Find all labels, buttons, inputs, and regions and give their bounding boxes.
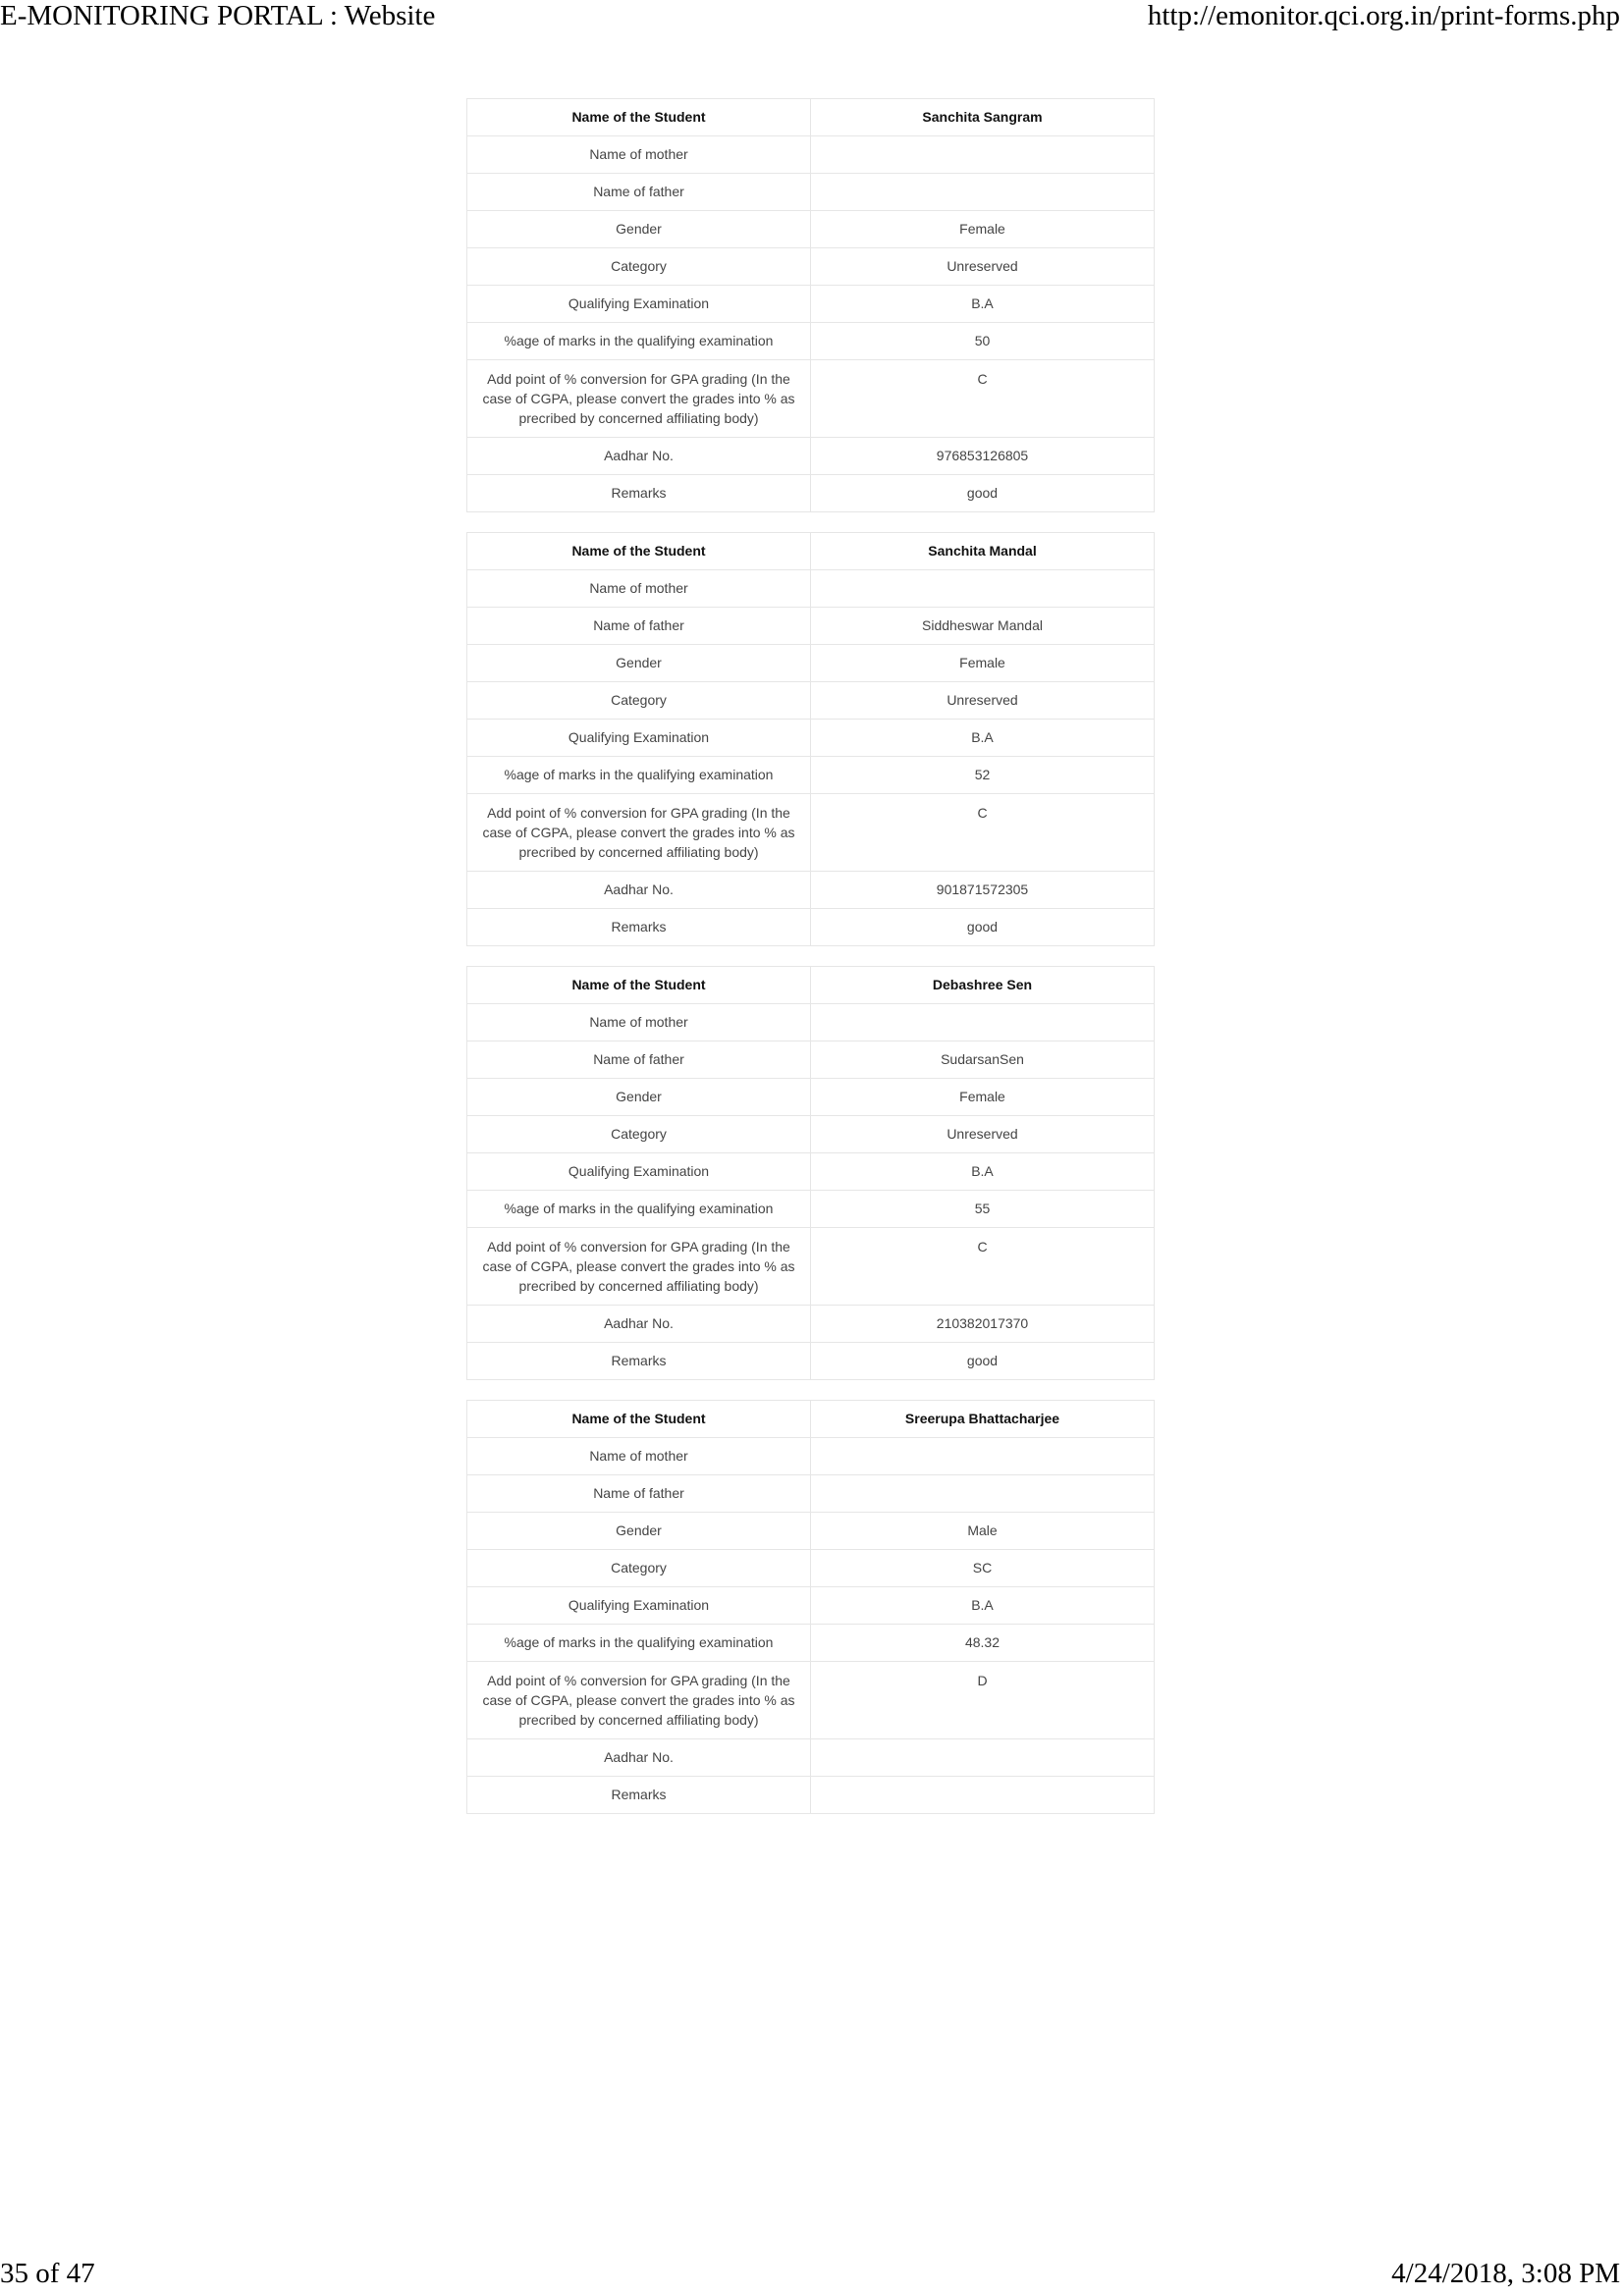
table-row <box>467 286 1155 323</box>
page-url: http://emonitor.qci.org.in/print-forms.php <box>1147 0 1620 31</box>
print-header <box>0 0 1623 35</box>
remarks-value <box>811 1777 1155 1814</box>
gender-value: Female <box>811 211 1155 248</box>
aadhar-value: 901871572305 <box>811 872 1155 909</box>
table-row <box>467 1513 1155 1550</box>
table-row <box>467 608 1155 645</box>
remarks-label: Remarks <box>467 475 811 512</box>
gender-label: Gender <box>467 211 811 248</box>
category-label: Category <box>467 1116 811 1153</box>
table-row <box>467 1438 1155 1475</box>
student-name-label: Name of the Student <box>467 967 811 1004</box>
table-row <box>467 872 1155 909</box>
table-row <box>467 1739 1155 1777</box>
qualifying-exam-label: Qualifying Examination <box>467 720 811 757</box>
qualifying-exam-value: B.A <box>811 1153 1155 1191</box>
remarks-value: good <box>811 475 1155 512</box>
table-row <box>467 136 1155 174</box>
category-value: Unreserved <box>811 682 1155 720</box>
remarks-label: Remarks <box>467 1343 811 1380</box>
print-footer <box>0 2258 1623 2293</box>
mother-label: Name of mother <box>467 570 811 608</box>
table-row <box>467 645 1155 682</box>
page-number: 35 of 47 <box>0 2258 95 2289</box>
marks-value: 55 <box>811 1191 1155 1228</box>
qualifying-exam-label: Qualifying Examination <box>467 1587 811 1625</box>
father-value: Siddheswar Mandal <box>811 608 1155 645</box>
gpa-conversion-value: C <box>811 794 1155 872</box>
qualifying-exam-value: B.A <box>811 286 1155 323</box>
aadhar-label: Aadhar No. <box>467 1306 811 1343</box>
table-row <box>467 967 1155 1004</box>
gender-value: Female <box>811 645 1155 682</box>
table-row <box>467 475 1155 512</box>
qualifying-exam-label: Qualifying Examination <box>467 286 811 323</box>
category-label: Category <box>467 1550 811 1587</box>
table-row <box>467 1475 1155 1513</box>
category-value: SC <box>811 1550 1155 1587</box>
gpa-conversion-value: D <box>811 1662 1155 1739</box>
remarks-value: good <box>811 909 1155 946</box>
marks-label: %age of marks in the qualifying examination <box>467 757 811 794</box>
table-row <box>467 1116 1155 1153</box>
table-row <box>467 682 1155 720</box>
category-label: Category <box>467 682 811 720</box>
student-record-table <box>466 966 1155 1380</box>
print-datetime: 4/24/2018, 3:08 PM <box>1391 2258 1620 2289</box>
table-row <box>467 1306 1155 1343</box>
marks-value: 52 <box>811 757 1155 794</box>
table-row <box>467 1401 1155 1438</box>
table-row <box>467 1777 1155 1814</box>
mother-value <box>811 136 1155 174</box>
table-row <box>467 757 1155 794</box>
marks-label: %age of marks in the qualifying examination <box>467 323 811 360</box>
gender-value: Male <box>811 1513 1155 1550</box>
father-label: Name of father <box>467 1475 811 1513</box>
table-row <box>467 1041 1155 1079</box>
table-row <box>467 1343 1155 1380</box>
table-row <box>467 1587 1155 1625</box>
qualifying-exam-value: B.A <box>811 1587 1155 1625</box>
table-row <box>467 323 1155 360</box>
table-row <box>467 1625 1155 1662</box>
aadhar-label: Aadhar No. <box>467 1739 811 1777</box>
marks-value: 48.32 <box>811 1625 1155 1662</box>
table-row <box>467 248 1155 286</box>
father-label: Name of father <box>467 1041 811 1079</box>
student-record-table <box>466 532 1155 946</box>
table-row <box>467 1153 1155 1191</box>
student-record-table <box>466 98 1155 512</box>
student-name-label: Name of the Student <box>467 533 811 570</box>
remarks-label: Remarks <box>467 909 811 946</box>
table-row <box>467 211 1155 248</box>
marks-label: %age of marks in the qualifying examination <box>467 1625 811 1662</box>
mother-value <box>811 1438 1155 1475</box>
marks-value: 50 <box>811 323 1155 360</box>
aadhar-value <box>811 1739 1155 1777</box>
aadhar-label: Aadhar No. <box>467 438 811 475</box>
father-label: Name of father <box>467 608 811 645</box>
student-name-value: Sanchita Mandal <box>811 533 1155 570</box>
category-value: Unreserved <box>811 248 1155 286</box>
gpa-conversion-label: Add point of % conversion for GPA grading (In the case of CGPA, please convert the grades into % as precribed by concerned affiliating body) <box>467 794 811 872</box>
table-row <box>467 438 1155 475</box>
aadhar-label: Aadhar No. <box>467 872 811 909</box>
table-row <box>467 533 1155 570</box>
table-row <box>467 1662 1155 1739</box>
student-name-value: Debashree Sen <box>811 967 1155 1004</box>
father-value: SudarsanSen <box>811 1041 1155 1079</box>
table-row <box>467 1550 1155 1587</box>
mother-value <box>811 570 1155 608</box>
table-row <box>467 909 1155 946</box>
student-name-label: Name of the Student <box>467 1401 811 1438</box>
remarks-value: good <box>811 1343 1155 1380</box>
father-value <box>811 174 1155 211</box>
gender-label: Gender <box>467 645 811 682</box>
student-record-table <box>466 1400 1155 1814</box>
aadhar-value: 210382017370 <box>811 1306 1155 1343</box>
table-row <box>467 570 1155 608</box>
table-row <box>467 360 1155 438</box>
table-row <box>467 794 1155 872</box>
gender-value: Female <box>811 1079 1155 1116</box>
category-value: Unreserved <box>811 1116 1155 1153</box>
mother-label: Name of mother <box>467 1438 811 1475</box>
student-name-label: Name of the Student <box>467 99 811 136</box>
category-label: Category <box>467 248 811 286</box>
gpa-conversion-label: Add point of % conversion for GPA grading (In the case of CGPA, please convert the grades into % as precribed by concerned affiliating body) <box>467 1228 811 1306</box>
student-name-value: Sreerupa Bhattacharjee <box>811 1401 1155 1438</box>
table-row <box>467 99 1155 136</box>
gpa-conversion-label: Add point of % conversion for GPA grading (In the case of CGPA, please convert the grades into % as precribed by concerned affiliating body) <box>467 360 811 438</box>
mother-label: Name of mother <box>467 1004 811 1041</box>
aadhar-value: 976853126805 <box>811 438 1155 475</box>
table-row <box>467 720 1155 757</box>
table-row <box>467 1079 1155 1116</box>
table-row <box>467 1228 1155 1306</box>
table-row <box>467 174 1155 211</box>
qualifying-exam-label: Qualifying Examination <box>467 1153 811 1191</box>
gender-label: Gender <box>467 1079 811 1116</box>
marks-label: %age of marks in the qualifying examination <box>467 1191 811 1228</box>
student-name-value: Sanchita Sangram <box>811 99 1155 136</box>
gpa-conversion-value: C <box>811 1228 1155 1306</box>
student-records <box>466 98 1155 1834</box>
remarks-label: Remarks <box>467 1777 811 1814</box>
gender-label: Gender <box>467 1513 811 1550</box>
table-row <box>467 1191 1155 1228</box>
site-title: E-MONITORING PORTAL : Website <box>0 0 436 31</box>
father-value <box>811 1475 1155 1513</box>
qualifying-exam-value: B.A <box>811 720 1155 757</box>
gpa-conversion-label: Add point of % conversion for GPA grading (In the case of CGPA, please convert the grades into % as precribed by concerned affiliating body) <box>467 1662 811 1739</box>
table-row <box>467 1004 1155 1041</box>
mother-value <box>811 1004 1155 1041</box>
mother-label: Name of mother <box>467 136 811 174</box>
father-label: Name of father <box>467 174 811 211</box>
gpa-conversion-value: C <box>811 360 1155 438</box>
